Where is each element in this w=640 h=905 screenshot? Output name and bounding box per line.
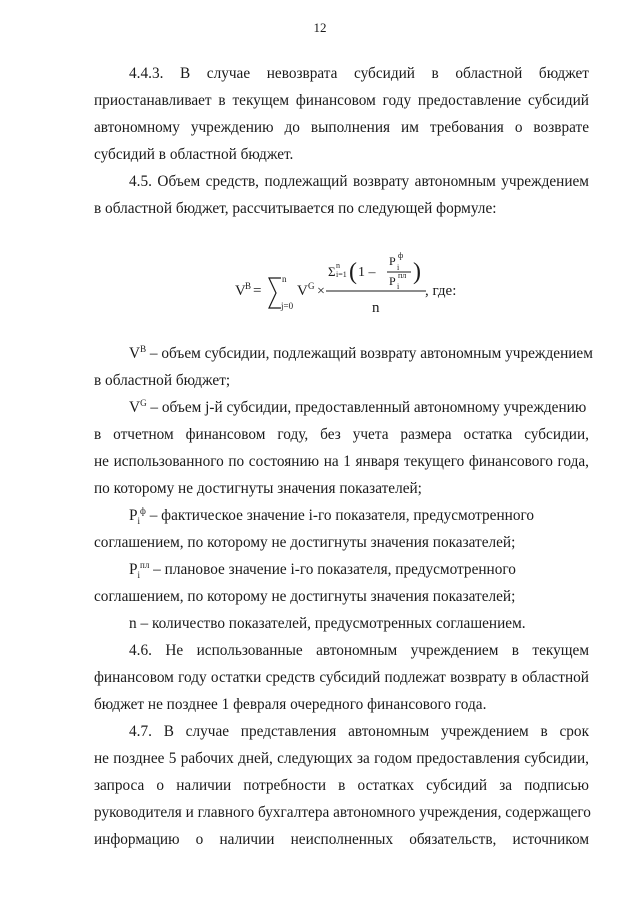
def-vb-symbol: V xyxy=(129,345,141,362)
numerator-sum: Σ xyxy=(328,264,336,279)
sum-lower: j=0 xyxy=(281,301,294,311)
formula-equals: = xyxy=(253,283,262,299)
def-pp-symbol: P xyxy=(129,561,138,578)
def-vb-line-1: $V^В$ – объем субсидии, подлежащий возврату автономным учреждением xyxy=(129,343,593,362)
p443-line-1: 4.4.3. В случае невозврата субсидий в областной бюджет xyxy=(129,65,589,82)
p46-line-2: финансовом году остатки средств субсидий подлежат возврату в областной xyxy=(94,669,589,686)
p45-line-2: в областной бюджет, рассчитывается по следующей формуле: xyxy=(94,200,497,217)
numerator-sum-lower: i=1 xyxy=(336,270,347,279)
page-number: 12 xyxy=(313,20,327,35)
def-vg-line-2: в отчетном финансовом году, без учета размера остатка субсидии, xyxy=(94,426,589,443)
numerator-sum-upper: n xyxy=(336,261,340,270)
p47-line-4: руководителя и главного бухгалтера автономного учреждения, содержащего xyxy=(94,804,591,821)
p47-line-1: 4.7. В случае представления автономным учреждением в срок xyxy=(129,723,589,740)
def-pf-line-1: $P_i^ф$ – фактическое значение i-го показателя, предусмотренного xyxy=(129,505,535,527)
formula-denominator: n xyxy=(372,300,380,316)
def-vg-line-4: по которому не достигнуты значения показателей; xyxy=(94,480,422,497)
p443-line-4: субсидий в областной бюджет. xyxy=(94,146,294,163)
def-vg-symbol: V xyxy=(129,399,141,416)
inner-frac-den: P xyxy=(389,274,396,288)
formula-term-sup: G xyxy=(308,281,315,291)
def-vg-line-1: $V^G$ – объем j-й субсидии, предоставленный автономному учреждению xyxy=(129,397,587,416)
def-vg-line-3: не использованного по состоянию на 1 января текущего финансового года, xyxy=(94,453,589,470)
p47-line-2: не позднее 5 рабочих дней, следующих за годом предоставления субсидии, xyxy=(94,750,589,767)
formula-times: × xyxy=(317,284,325,299)
def-pf-line-2: соглашением, по которому не достигнуты значения показателей; xyxy=(94,534,516,551)
def-n-line-1: n – количество показателей, предусмотренных соглашением. xyxy=(129,615,526,632)
p46-line-3: бюджет не позднее 1 февраля очередного финансового года. xyxy=(94,696,487,713)
def-pf-symbol: P xyxy=(129,507,138,524)
inner-frac-den-sup: пл xyxy=(398,271,407,280)
sum-sign xyxy=(269,278,281,308)
def-vb-line-2: в областной бюджет; xyxy=(94,372,231,389)
one-minus: 1 – xyxy=(358,265,376,280)
p45-line-1: 4.5. Объем средств, подлежащий возврату автономным учреждением xyxy=(129,173,589,190)
paren-open: ( xyxy=(349,259,357,285)
inner-frac-num-sup: ф xyxy=(398,251,404,260)
p46-line-1: 4.6. Не использованные автономным учреждением в текущем xyxy=(129,642,589,659)
def-pp-line-2: соглашением, по которому не достигнуты значения показателей; xyxy=(94,588,516,605)
def-pp-line-1: $P_i^{пл}$ – плановое значение i-го показателя, предусмотренного xyxy=(129,559,516,581)
inner-frac-num-sub: i xyxy=(397,263,400,272)
formula-term: V xyxy=(297,283,308,299)
paren-close: ) xyxy=(413,259,421,285)
formula-suffix: , где: xyxy=(425,283,457,299)
inner-frac-num: P xyxy=(389,254,396,268)
p47-line-3: запроса о наличии потребности в остатках субсидий за подписью xyxy=(94,777,589,794)
p443-line-2: приостанавливает в текущем финансовом году предоставление субсидий xyxy=(94,92,589,109)
return-formula xyxy=(235,248,565,330)
formula-lhs-sup: В xyxy=(245,281,252,291)
p443-line-3: автономному учреждению до выполнения им требования о возврате xyxy=(94,119,589,136)
inner-frac-den-sub: i xyxy=(397,282,400,291)
sum-upper: n xyxy=(282,274,287,284)
p47-line-5: информацию о наличии неисполненных обязательств, источником xyxy=(94,831,589,848)
formula-lhs: V xyxy=(235,283,246,299)
